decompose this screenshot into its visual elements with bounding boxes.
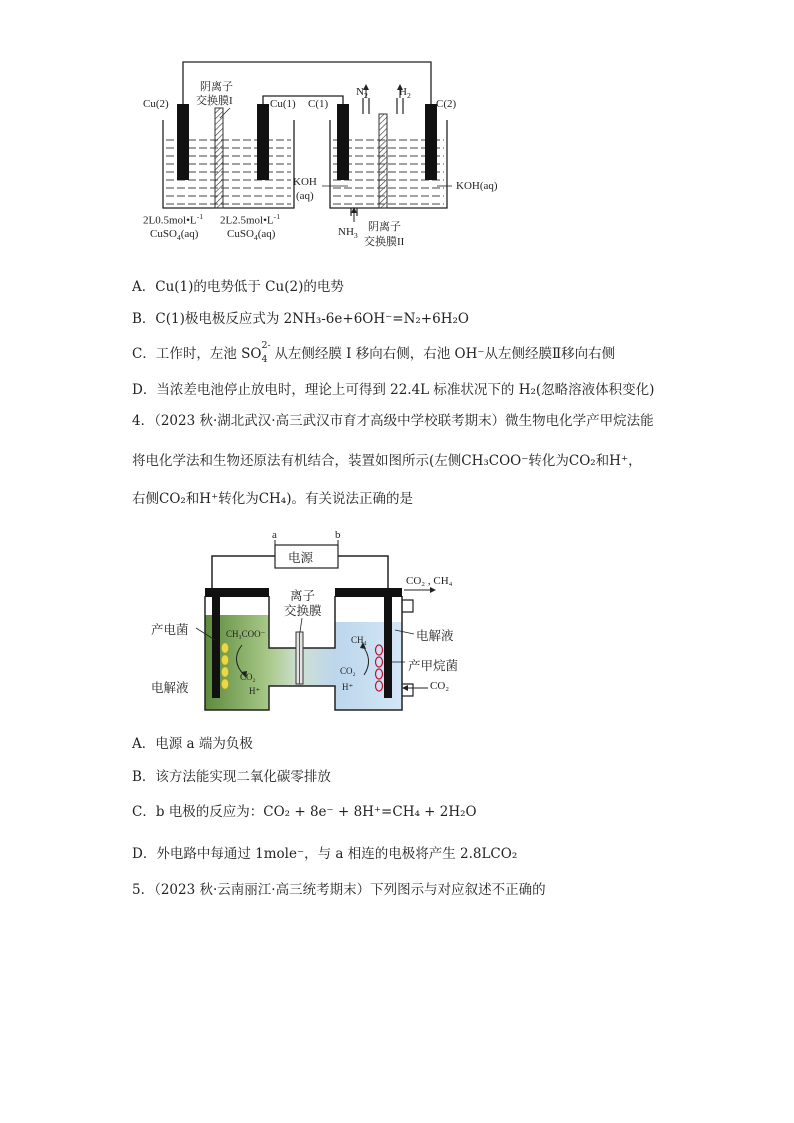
label-koh-left-line1: KOH (293, 176, 317, 188)
label-koh-right: KOH(aq) (456, 180, 498, 192)
label-methanogens: 产甲烷菌 (408, 658, 459, 673)
label-gas-outlet: CO₂ , CH₄ (406, 575, 453, 587)
label-nh3: $NH_3$ (338, 226, 358, 241)
q4-option-b: B．该方法能实现二氧化碳零排放 (132, 769, 331, 785)
label-n2: $N_2$ (356, 86, 368, 101)
label-h2: $H_2$ (399, 86, 411, 101)
label-cu2: Cu(2) (143, 98, 169, 110)
q5-stem-line1: 5．（2023 秋·云南丽江·高三统考期末）下列图示与对应叙述不正确的 (132, 882, 546, 898)
label-c1: C(1) (308, 98, 329, 110)
label-electrogenic-bacteria: 产电菌 (151, 622, 189, 637)
power-source-label: 电源 (288, 550, 314, 565)
membrane-label-line2: 交换膜 (284, 603, 322, 618)
label-membrane1-line1: 阴离子 (200, 81, 233, 93)
label-conc-left-line2: CuSO$_4$(aq) (150, 228, 199, 243)
label-gas-inlet: CO₂ (430, 680, 450, 692)
label-electrolyte-right: 电解液 (416, 628, 454, 643)
terminal-a-label: a (272, 529, 277, 541)
terminal-b-label: b (335, 529, 341, 541)
q4-stem-line2: 将电化学法和生物还原法有机结合，装置如图所示(左侧CH₃COO⁻转化为CO₂和H⁺， (132, 453, 642, 469)
label-membrane1-line2: 交换膜I (196, 95, 233, 107)
q3-option-b: B．C(1)极电极反应式为 2NH₃-6e+6OH⁻=N₂+6H₂O (132, 311, 469, 327)
q3-option-d: D．当浓差电池停止放电时，理论上可得到 22.4L 标准状况下的 H₂(忽略溶液体积变化) (132, 382, 655, 398)
label-membrane2-line1: 阴离子 (368, 221, 401, 233)
q4-option-a: A．电源 a 端为负极 (132, 736, 253, 752)
label-c2: C(2) (436, 98, 457, 110)
q3-option-a: A．Cu(1)的电势低于 Cu(2)的电势 (132, 279, 344, 295)
q3-option-c: C．工作时，左池 SO 4 2- 从左侧经膜 I 移向右侧，右池 OH⁻从左侧经膜Ⅱ移向右侧 (132, 340, 616, 365)
label-electrolyte-left: 电解液 (151, 680, 189, 695)
membrane-label-line1: 离子 (290, 588, 316, 603)
label-koh-left-line2: (aq) (296, 190, 314, 202)
label-co2-right: CO₂ (340, 666, 356, 676)
label-conc-left-line1: $2L0.5mol•L^{-1}$ (143, 212, 204, 227)
label-acetate: CH₃COO⁻ (226, 629, 266, 639)
q4-stem-line3: 右侧CO₂和H⁺转化为CH₄)。有关说法正确的是 (132, 491, 413, 507)
label-ch4: CH₄ (351, 635, 367, 645)
label-h-right: H⁺ (342, 682, 354, 692)
q4-stem-line1: 4．（2023 秋·湖北武汉·高三武汉市育才高级中学校联考期末）微生物电化学产甲烷法能 (132, 413, 654, 429)
label-conc-right-line2: CuSO$_4$(aq) (227, 228, 276, 243)
q4-option-d: D．外电路中每通过 1mole⁻，与 a 相连的电极将产生 2.8LCO₂ (132, 846, 518, 862)
label-co2-left: CO₂ (240, 672, 256, 682)
q4-option-c: C．b 电极的反应为：CO₂ + 8e⁻ + 8H⁺=CH₄ + 2H₂O (132, 804, 477, 820)
label-h-left: H⁺ (249, 686, 261, 696)
label-membrane2-line2: 交换膜II (364, 236, 405, 248)
label-cu1: Cu(1) (270, 98, 296, 110)
label-conc-right-line1: $2L2.5mol•L^{-1}$ (220, 212, 281, 227)
